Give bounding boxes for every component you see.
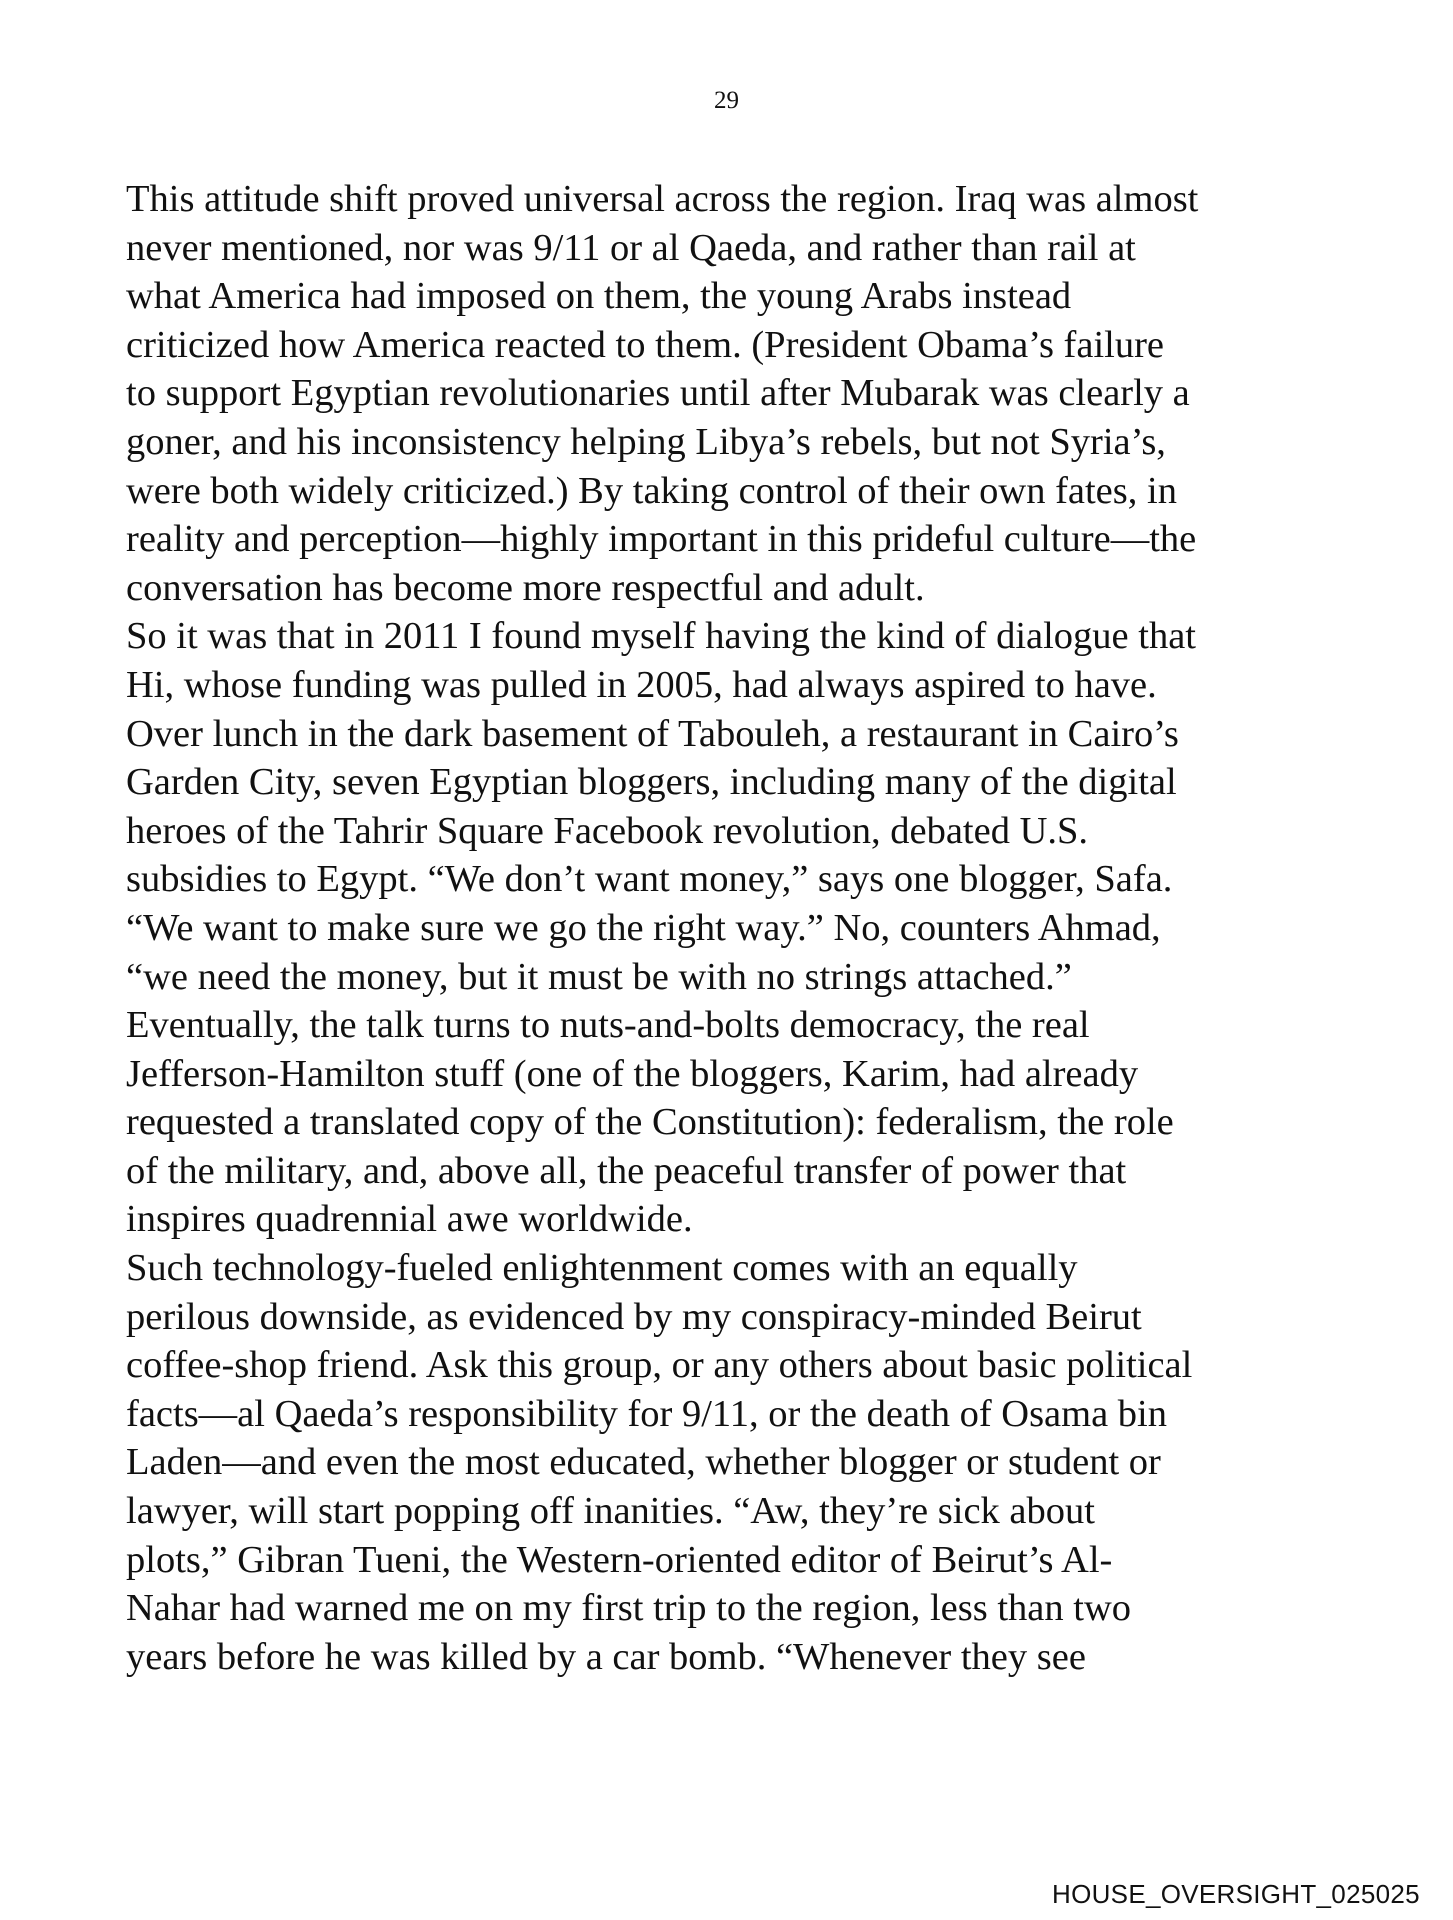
paragraph-1 <box>126 175 1376 612</box>
page-number: 29 <box>714 87 739 114</box>
text-line: requested a translated copy of the Constitution): federalism, the role <box>126 1101 1174 1144</box>
text-line: facts—al Qaeda’s responsibility for 9/11, or the death of Osama bin <box>126 1392 1168 1435</box>
text-line: reality and perception—highly important in this prideful culture—the <box>126 518 1197 561</box>
paragraph-3 <box>126 1244 1376 1681</box>
text-line: “we need the money, but it must be with no strings attached.” <box>126 955 1072 998</box>
text-line: lawyer, will start popping off inanities. “Aw, they’re sick about <box>126 1490 1095 1533</box>
text-line: Laden—and even the most educated, whether blogger or student or <box>126 1441 1161 1484</box>
paragraph-2 <box>126 612 1376 1244</box>
text-line: inspires quadrennial awe worldwide. <box>126 1198 693 1241</box>
document-id-footer: HOUSE_OVERSIGHT_025025 <box>1052 1879 1420 1909</box>
text-line: coffee-shop friend. Ask this group, or any others about basic political <box>126 1344 1193 1387</box>
text-line: Eventually, the talk turns to nuts-and-bolts democracy, the real <box>126 1004 1090 1047</box>
text-line: were both widely criticized.) By taking control of their own fates, in <box>126 469 1177 512</box>
text-line: criticized how America reacted to them. (President Obama’s failure <box>126 323 1165 366</box>
text-line: subsidies to Egypt. “We don’t want money,” says one blogger, Safa. <box>126 858 1173 901</box>
text-line: This attitude shift proved universal across the region. Iraq was almost <box>126 178 1199 220</box>
text-line: years before he was killed by a car bomb. “Whenever they see <box>126 1635 1086 1678</box>
text-line: “We want to make sure we go the right way.” No, counters Ahmad, <box>126 906 1161 949</box>
text-line: of the military, and, above all, the peaceful transfer of power that <box>126 1149 1127 1192</box>
text-line: never mentioned, nor was 9/11 or al Qaeda, and rather than rail at <box>126 226 1136 269</box>
text-line: perilous downside, as evidenced by my conspiracy-minded Beirut <box>126 1295 1142 1338</box>
text-line: conversation has become more respectful and adult. <box>126 566 925 609</box>
text-line: Garden City, seven Egyptian bloggers, including many of the digital <box>126 761 1177 804</box>
text-line: goner, and his inconsistency helping Libya’s rebels, but not Syria’s, <box>126 420 1166 463</box>
text-line: Jefferson-Hamilton stuff (one of the bloggers, Karim, had already <box>126 1052 1139 1095</box>
text-line: to support Egyptian revolutionaries until after Mubarak was clearly a <box>126 372 1190 415</box>
text-line: Hi, whose funding was pulled in 2005, had always aspired to have. <box>126 663 1157 706</box>
text-line: plots,” Gibran Tueni, the Western-oriented editor of Beirut’s Al- <box>126 1538 1113 1581</box>
text-line: So it was that in 2011 I found myself having the kind of dialogue that <box>126 615 1196 658</box>
text-line: heroes of the Tahrir Square Facebook revolution, debated U.S. <box>126 809 1089 852</box>
document-body <box>126 175 1376 1681</box>
text-line: what America had imposed on them, the young Arabs instead <box>126 275 1072 318</box>
text-line: Such technology-fueled enlightenment comes with an equally <box>126 1247 1078 1290</box>
text-line: Over lunch in the dark basement of Tabouleh, a restaurant in Cairo’s <box>126 712 1179 755</box>
text-line: Nahar had warned me on my first trip to the region, less than two <box>126 1587 1132 1630</box>
